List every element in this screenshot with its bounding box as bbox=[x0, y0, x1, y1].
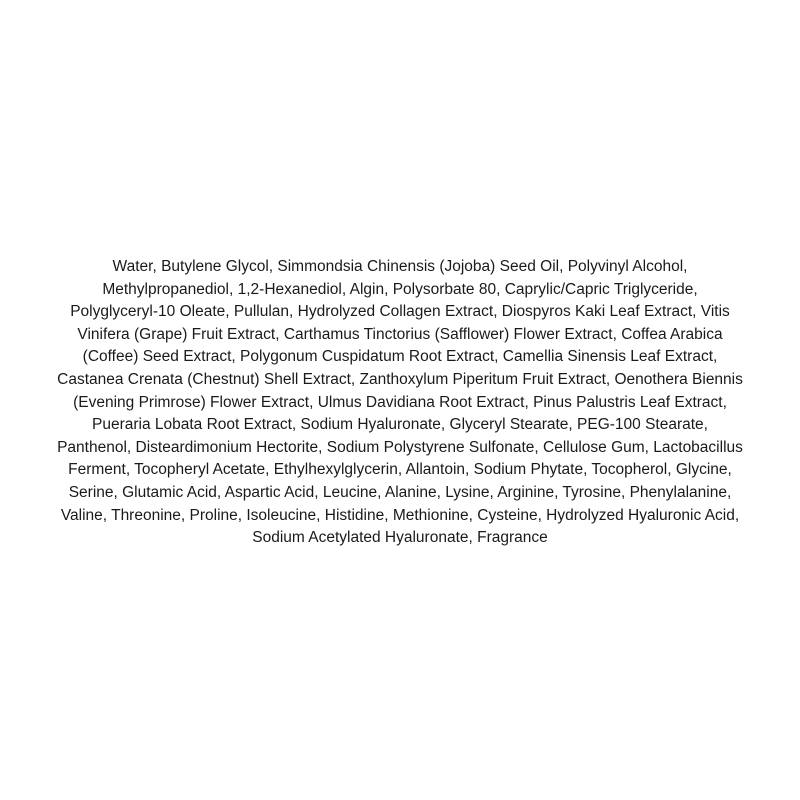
ingredients-line: Methylpropanediol, 1,2-Hexanediol, Algin, Polysorbate 80, Caprylic/Capric Triglyceride, bbox=[102, 280, 698, 298]
ingredients-line: Sodium Acetylated Hyaluronate, Fragrance bbox=[252, 529, 548, 547]
ingredients-list bbox=[40, 256, 760, 550]
ingredients-line: Ferment, Tocopheryl Acetate, Ethylhexylglycerin, Allantoin, Sodium Phytate, Tocopherol, Glycine, bbox=[68, 461, 732, 479]
ingredients-line: Valine, Threonine, Proline, Isoleucine, Histidine, Methionine, Cysteine, Hydrolyzed Hyaluronic Acid, bbox=[60, 506, 740, 524]
ingredients-line: (Evening Primrose) Flower Extract, Ulmus Davidiana Root Extract, Pinus Palustris Leaf Extract, bbox=[73, 393, 727, 411]
ingredients-line: Serine, Glutamic Acid, Aspartic Acid, Leucine, Alanine, Lysine, Arginine, Tyrosine, Phenylalanine, bbox=[68, 483, 732, 501]
ingredients-line: Pueraria Lobata Root Extract, Sodium Hyaluronate, Glyceryl Stearate, PEG-100 Stearate, bbox=[91, 416, 708, 434]
ingredients-line: Panthenol, Disteardimonium Hectorite, Sodium Polystyrene Sulfonate, Cellulose Gum, Lactobacillus bbox=[57, 438, 743, 456]
ingredients-line: Water, Butylene Glycol, Simmondsia Chinensis (Jojoba) Seed Oil, Polyvinyl Alcohol, bbox=[112, 258, 688, 275]
ingredients-line: Polyglyceryl-10 Oleate, Pullulan, Hydrolyzed Collagen Extract, Diospyros Kaki Leaf Extract, Vitis bbox=[70, 303, 730, 321]
ingredients-line: (Coffee) Seed Extract, Polygonum Cuspidatum Root Extract, Camellia Sinensis Leaf Extract, bbox=[82, 348, 718, 366]
ingredients-line: Castanea Crenata (Chestnut) Shell Extract, Zanthoxylum Piperitum Fruit Extract, Oenothera Biennis bbox=[57, 370, 743, 388]
ingredients-line: Vinifera (Grape) Fruit Extract, Carthamus Tinctorius (Safflower) Flower Extract, Coffea Arabica bbox=[77, 325, 723, 343]
